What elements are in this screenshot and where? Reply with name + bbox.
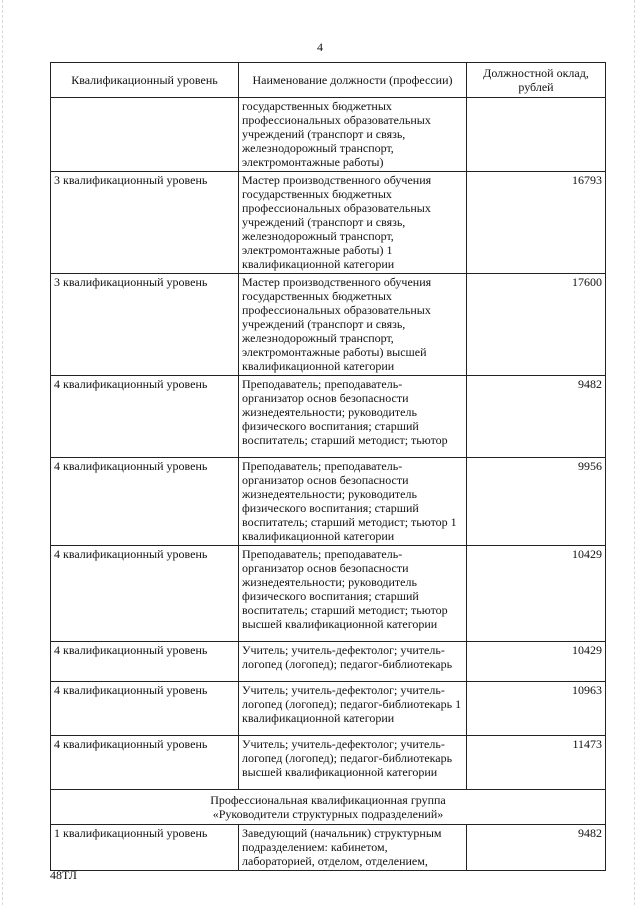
header-level: Квалификационный уровень xyxy=(51,63,239,98)
salary-cell: 9482 xyxy=(467,825,606,871)
position-cell: государственных бюджетных профессиональных образовательных учреждений (транспорт и связь, железнодорожный транспорт, электромонтажные работы) xyxy=(239,98,467,172)
group-heading-line1: Профессиональная квалификационная группа xyxy=(210,793,446,807)
table-row xyxy=(51,682,606,736)
level-cell: 4 квалификационный уровень xyxy=(51,546,239,642)
position-cell: Учитель; учитель-дефектолог; учитель-логопед (логопед); педагог-библиотекарь xyxy=(239,642,467,682)
table-header-row xyxy=(51,63,606,98)
position-cell: Заведующий (начальник) структурным подразделением: кабинетом, лабораторией, отделом, отделением, xyxy=(239,825,467,871)
position-cell: Преподаватель; преподаватель-организатор основ безопасности жизнедеятельности; руководитель физического воспитания; старший воспитатель; старший методист; тьютор 1 квалификационной категории xyxy=(239,458,467,546)
salary-cell: 11473 xyxy=(467,736,606,790)
level-cell: 3 квалификационный уровень xyxy=(51,172,239,274)
position-cell: Преподаватель; преподаватель-организатор основ безопасности жизнедеятельности; руководитель физического воспитания; старший воспитатель; старший методист; тьютор xyxy=(239,376,467,458)
salary-cell: 10429 xyxy=(467,642,606,682)
position-cell: Учитель; учитель-дефектолог; учитель-логопед (логопед); педагог-библиотекарь 1 квалификационной категории xyxy=(239,682,467,736)
group-heading-row xyxy=(51,790,606,825)
group-heading xyxy=(51,790,606,825)
salary-cell xyxy=(467,98,606,172)
page-number: 4 xyxy=(317,40,323,54)
table-row xyxy=(51,546,606,642)
header-salary: Должностной оклад, рублей xyxy=(467,63,606,98)
level-cell: 3 квалификационный уровень xyxy=(51,274,239,376)
position-cell: Учитель; учитель-дефектолог; учитель-логопед (логопед); педагог-библиотекарь высшей квалификационной категории xyxy=(239,736,467,790)
level-cell xyxy=(51,98,239,172)
salary-cell: 10429 xyxy=(467,546,606,642)
level-cell: 4 квалификационный уровень xyxy=(51,642,239,682)
salary-cell: 9956 xyxy=(467,458,606,546)
table-row-continuation xyxy=(51,98,606,172)
table-row xyxy=(51,642,606,682)
position-cell: Преподаватель; преподаватель-организатор основ безопасности жизнедеятельности; руководитель физического воспитания; старший воспитатель; старший методист; тьютор высшей квалификационной категории xyxy=(239,546,467,642)
salary-cell: 16793 xyxy=(467,172,606,274)
position-cell: Мастер производственного обучения государственных бюджетных профессиональных образовательных учреждений (транспорт и связь, железнодорожный транспорт, электромонтажные работы) высшей квалификационной категории xyxy=(239,274,467,376)
level-cell: 4 квалификационный уровень xyxy=(51,682,239,736)
footer-code: 48ТЛ xyxy=(50,868,77,882)
level-cell: 4 квалификационный уровень xyxy=(51,736,239,790)
header-position: Наименование должности (профессии) xyxy=(239,63,467,98)
salary-cell: 9482 xyxy=(467,376,606,458)
level-cell: 4 квалификационный уровень xyxy=(51,458,239,546)
table-row xyxy=(51,736,606,790)
level-cell: 4 квалификационный уровень xyxy=(51,376,239,458)
table-row xyxy=(51,172,606,274)
table-row xyxy=(51,458,606,546)
scan-edge-right xyxy=(634,0,635,905)
position-cell: Мастер производственного обучения государственных бюджетных профессиональных образовательных учреждений (транспорт и связь, железнодорожный транспорт, электромонтажные работы) 1 квалификационной категории xyxy=(239,172,467,274)
table-row xyxy=(51,274,606,376)
salary-cell: 17600 xyxy=(467,274,606,376)
table-row xyxy=(51,376,606,458)
salary-table xyxy=(50,62,606,871)
group-heading-line2: «Руководители структурных подразделений» xyxy=(212,807,444,821)
salary-cell: 10963 xyxy=(467,682,606,736)
scan-edge-left xyxy=(2,0,3,905)
level-cell: 1 квалификационный уровень xyxy=(51,825,239,871)
table-row xyxy=(51,825,606,871)
